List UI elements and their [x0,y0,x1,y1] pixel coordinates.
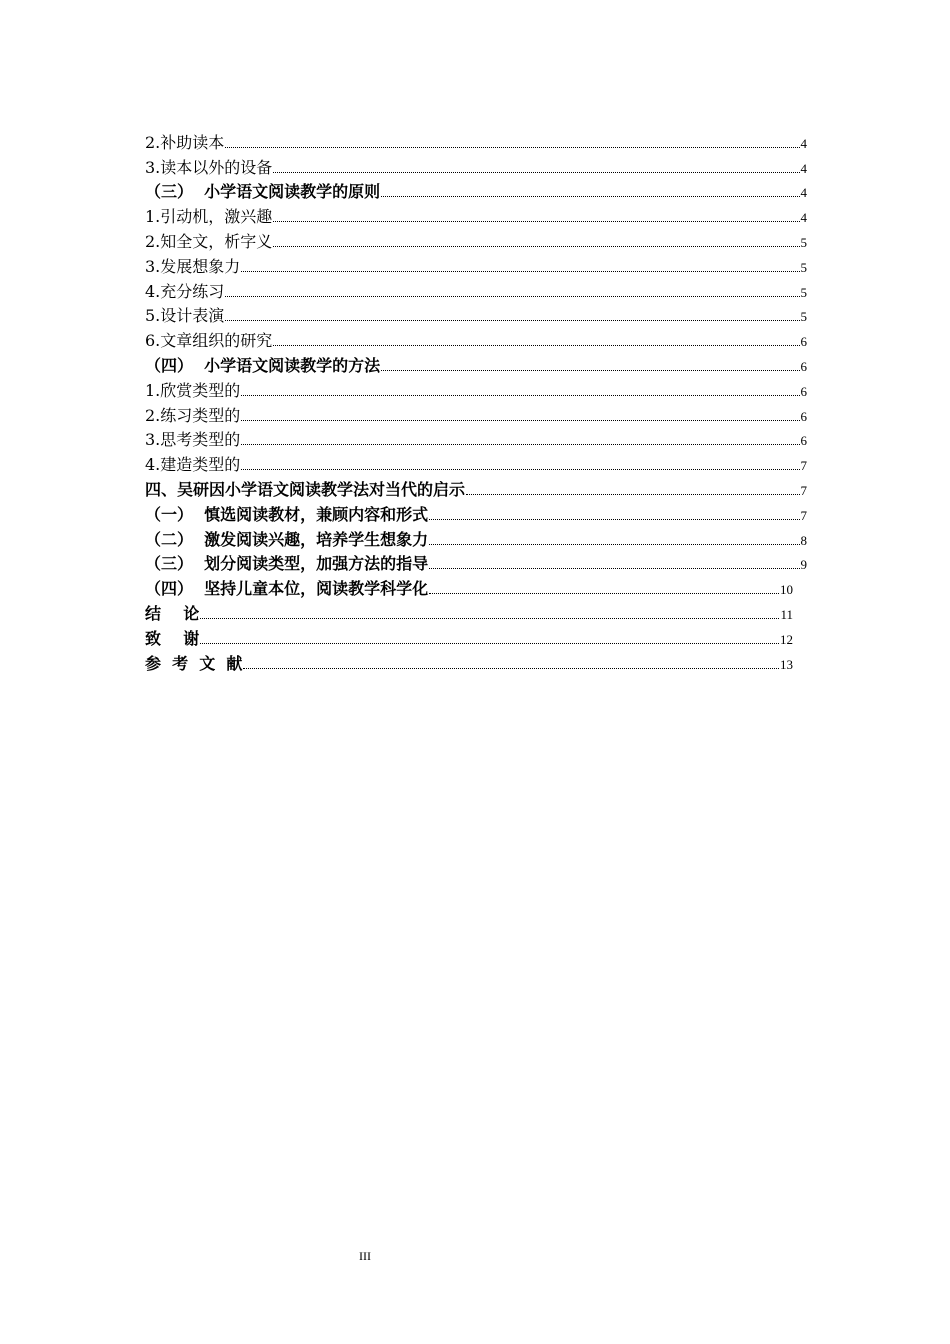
toc-entry[interactable] [145,178,807,203]
toc-entry-title: 4.充分练习 [145,281,225,301]
toc-entry[interactable] [145,649,793,674]
toc-entry-page: 6 [800,433,807,449]
toc-leader-dots [273,345,799,346]
toc-leader-dots [273,221,799,222]
toc-leader-dots [241,420,799,421]
toc-entry-title: （四） 坚持儿童本位，阅读教学科学化 [145,579,429,599]
toc-leader-dots [429,568,799,569]
toc-entry[interactable] [145,376,807,401]
toc-entry-title: 1.欣赏类型的 [145,380,241,400]
toc-entry-page: 4 [800,210,807,226]
toc-entry[interactable] [145,153,807,178]
toc-entry-page: 8 [800,532,807,548]
toc-entry[interactable] [145,525,807,550]
table-of-contents [145,128,807,674]
toc-entry-title: （三） 划分阅读类型，加强方法的指导 [145,554,429,574]
toc-entry-title: 2.知全文，析字义 [145,231,273,251]
toc-leader-dots [200,643,779,644]
toc-entry[interactable] [145,500,807,525]
toc-entry[interactable] [145,624,793,649]
toc-entry-page: 7 [800,482,807,498]
toc-entry[interactable] [145,326,807,351]
toc-leader-dots [241,444,799,445]
toc-leader-dots [241,469,799,470]
toc-leader-dots [429,519,799,520]
toc-entry-title: 参 考 文 献 [145,653,243,673]
toc-entry-page: 6 [800,334,807,350]
page-number: III [359,1249,371,1263]
toc-entry-title: （三） 小学语文阅读教学的原则 [145,182,381,202]
toc-entry[interactable] [145,599,793,624]
toc-entry-page: 7 [800,458,807,474]
toc-entry[interactable] [145,426,807,451]
toc-entry-title: （四） 小学语文阅读教学的方法 [145,355,381,375]
toc-entry-title: 4.建造类型的 [145,455,241,475]
toc-entry[interactable] [145,277,807,302]
toc-leader-dots [225,147,799,148]
toc-entry-title: 1.引动机，激兴趣 [145,207,273,227]
toc-entry-page: 13 [780,656,793,672]
toc-leader-dots [429,593,779,594]
toc-entry-title: 6.文章组织的研究 [145,331,273,351]
toc-entry-title: 2.补助读本 [145,132,225,152]
toc-leader-dots [241,395,799,396]
toc-entry[interactable] [145,550,807,575]
toc-entry[interactable] [145,202,807,227]
toc-entry-title: 致 谢 [145,628,200,648]
toc-entry-page: 12 [780,631,793,647]
toc-entry-page: 11 [780,606,793,622]
toc-entry-title: 结 论 [145,603,200,623]
toc-leader-dots [381,196,799,197]
toc-entry-title: 5.设计表演 [145,306,225,326]
toc-entry-title: 四、吴研因小学语文阅读教学法对当代的启示 [145,479,466,499]
toc-leader-dots [273,172,799,173]
toc-entry-page: 4 [800,185,807,201]
toc-entry-page: 9 [800,557,807,573]
toc-entry-page: 10 [780,582,793,598]
toc-entry[interactable] [145,401,807,426]
toc-entry-page: 4 [800,135,807,151]
toc-leader-dots [241,271,799,272]
toc-entry-page: 6 [800,383,807,399]
toc-leader-dots [243,668,779,669]
toc-entry-page: 5 [800,259,807,275]
toc-leader-dots [381,370,799,371]
toc-entry-title: （一） 慎选阅读教材，兼顾内容和形式 [145,504,429,524]
toc-entry-page: 5 [800,234,807,250]
toc-entry[interactable] [145,574,793,599]
page-footer [0,1249,950,1264]
toc-leader-dots [466,494,799,495]
toc-entry[interactable] [145,252,807,277]
toc-entry[interactable] [145,302,807,327]
toc-entry-title: 3.读本以外的设备 [145,157,273,177]
toc-entry-page: 7 [800,507,807,523]
toc-entry-title: 3.发展想象力 [145,256,241,276]
toc-entry-title: 2.练习类型的 [145,405,241,425]
toc-entry[interactable] [145,227,807,252]
toc-leader-dots [273,246,799,247]
toc-entry[interactable] [145,450,807,475]
toc-entry-title: （二） 激发阅读兴趣，培养学生想象力 [145,529,429,549]
toc-entry[interactable] [145,475,807,500]
toc-entry-page: 4 [800,160,807,176]
toc-leader-dots [429,544,799,545]
toc-entry-page: 6 [800,408,807,424]
toc-entry[interactable] [145,128,807,153]
toc-leader-dots [225,296,799,297]
toc-leader-dots [225,320,799,321]
toc-entry[interactable] [145,351,807,376]
toc-entry-page: 5 [800,309,807,325]
toc-entry-page: 5 [800,284,807,300]
toc-entry-page: 6 [800,358,807,374]
toc-entry-title: 3.思考类型的 [145,430,241,450]
toc-leader-dots [200,618,779,619]
